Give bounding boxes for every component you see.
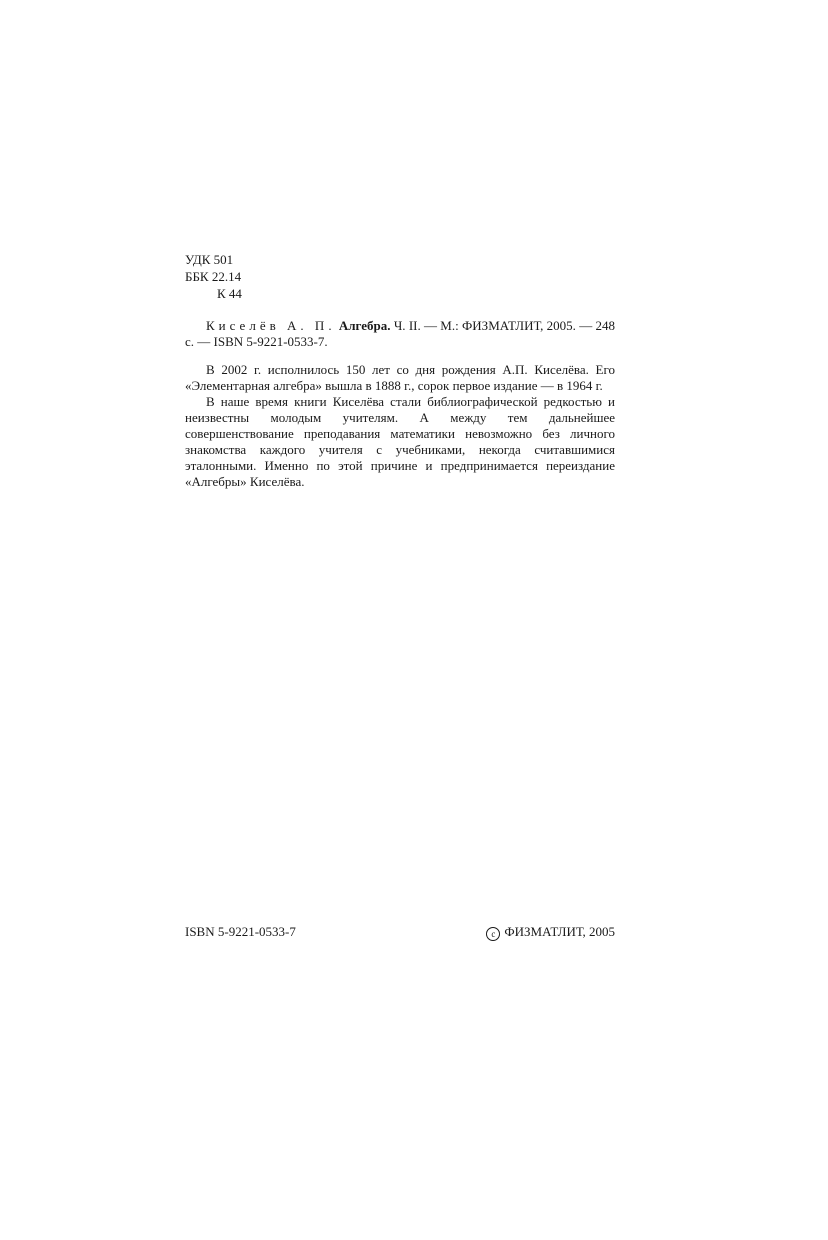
copyright-holder: ФИЗМАТЛИТ, 2005 — [504, 924, 615, 939]
isbn-number: ISBN 5-9221-0533-7 — [185, 924, 296, 939]
annotation-block — [185, 318, 615, 490]
bibliographic-details: Ч. II. — М.: ФИЗМАТЛИТ, 2005. — 248 с. — ISBN 5-9221-0533-7. — [185, 318, 615, 349]
bibliographic-record — [185, 318, 615, 350]
classification-codes — [185, 251, 385, 302]
copyright-notice — [486, 923, 615, 941]
book-title: Алгебра. — [338, 318, 391, 333]
copyright-icon: c — [486, 927, 500, 941]
annotation-paragraph-2: В наше время книги Киселёва стали библиографической редкостью и неизвестны молодым учителям. А между тем дальнейшее совершенствование преподавания математики невозможно без личного знакомства каждого учителя с учебниками, некогда считавшимися эталонными. Именно по этой причине и предпринимается переиздание «Алгебры» Киселёва. — [185, 394, 615, 489]
annotation-paragraph-1: В 2002 г. исполнилось 150 лет со дня рождения А.П. Киселёва. Его «Элементарная алгебра» вышла в 1888 г., сорок первое издание — в 1964 г. — [185, 362, 615, 393]
author-mark: К 44 — [217, 286, 242, 301]
udk-code: УДК 501 — [185, 252, 234, 267]
author-name: Киселёв А. П. — [206, 318, 336, 333]
bbk-code: ББК 22.14 — [185, 269, 242, 284]
imprint-footer — [185, 923, 615, 941]
